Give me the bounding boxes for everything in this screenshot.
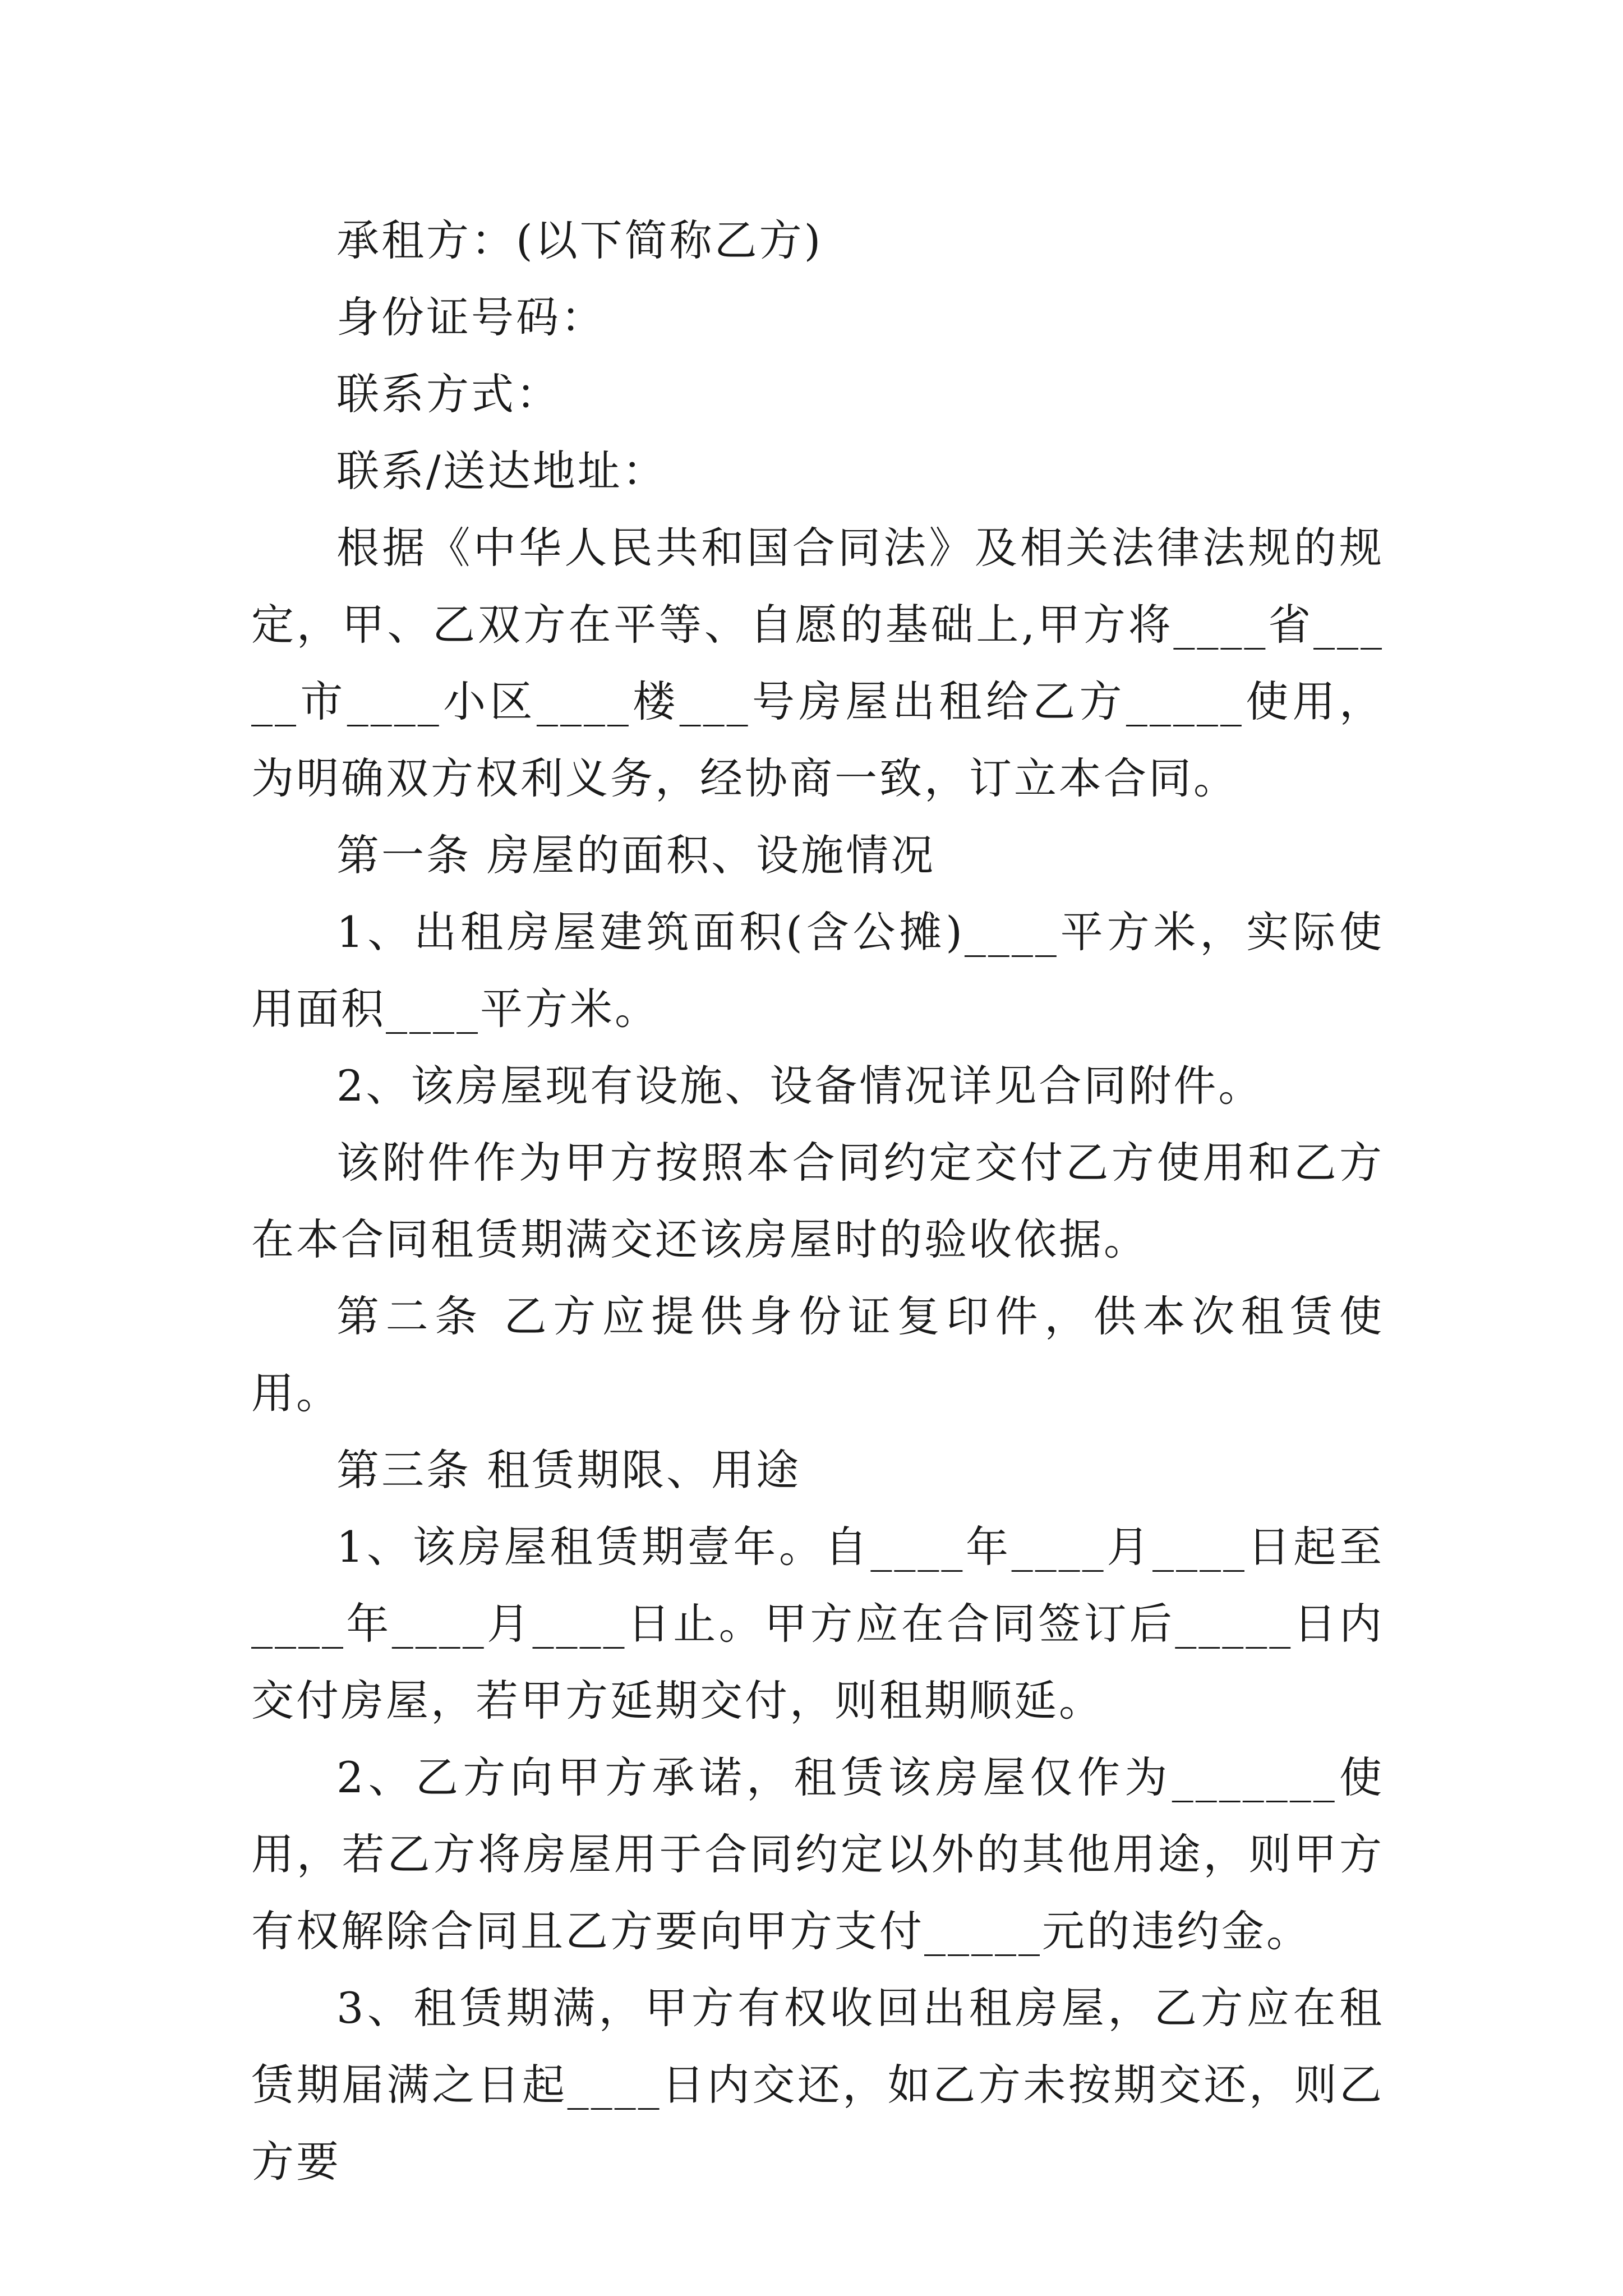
article-3-item-3: 3、租赁期满，甲方有权收回出租房屋，乙方应在租赁期届满之日起____日内交还，如乙方未按期交还，则乙方要 bbox=[251, 1983, 1384, 2187]
article-3-heading: 第三条 租赁期限、用途 bbox=[336, 1445, 801, 1495]
article-1-item-1: 1、出租房屋建筑面积(含公摊)____平方米，实际使用面积____平方米。 bbox=[251, 907, 1384, 1034]
id-number-line: 身份证号码： bbox=[336, 292, 606, 342]
article-1-heading: 第一条 房屋的面积、设施情况 bbox=[336, 830, 936, 880]
preamble-paragraph: 根据《中华人民共和国合同法》及相关法律法规的规定，甲、乙双方在平等、自愿的基础上,甲方将____省_____市____小区____楼___号房屋出租给乙方_____使用，为明确双方权利义务，经协商一致，订立本合同。 bbox=[251, 523, 1384, 803]
article-3-item-1: 1、该房屋租赁期壹年。自____年____月____日起至____年____月____日止。甲方应在合同签订后_____日内交付房屋，若甲方延期交付，则租期顺延。 bbox=[251, 1522, 1384, 1726]
article-3-item-2: 2、乙方向甲方承诺，租赁该房屋仅作为_______使用，若乙方将房屋用于合同约定以外的其他用途，则甲方有权解除合同且乙方要向甲方支付_____元的违约金。 bbox=[251, 1752, 1384, 1956]
tenant-line: 承租方：(以下简称乙方) bbox=[336, 215, 823, 265]
article-1-annex-note: 该附件作为甲方按照本合同约定交付乙方使用和乙方在本合同租赁期满交还该房屋时的验收依据。 bbox=[251, 1138, 1384, 1264]
document-body bbox=[251, 202, 1384, 2200]
article-1-item-2: 2、该房屋现有设施、设备情况详见合同附件。 bbox=[336, 1061, 1264, 1111]
contact-line: 联系方式： bbox=[336, 369, 561, 419]
address-line: 联系/送达地址： bbox=[336, 446, 667, 496]
article-2-heading: 第二条 乙方应提供身份证复印件，供本次租赁使用。 bbox=[251, 1291, 1384, 1418]
